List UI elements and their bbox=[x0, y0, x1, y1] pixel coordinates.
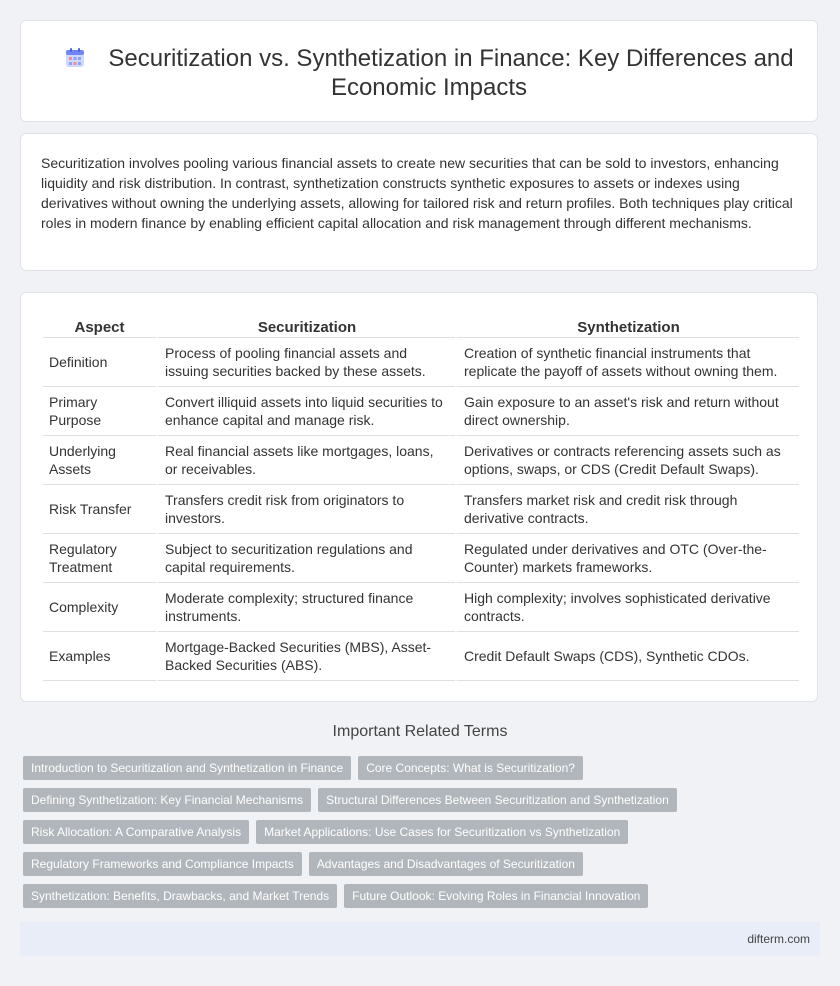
comparison-table bbox=[43, 317, 799, 681]
table-row bbox=[43, 632, 799, 681]
tag-row bbox=[23, 788, 803, 820]
table-cell-aspect: Definition bbox=[43, 338, 156, 387]
calendar-icon bbox=[64, 47, 86, 69]
column-header-securitization: Securitization bbox=[156, 317, 455, 338]
related-term-link[interactable]: Market Applications: Use Cases for Securitization vs Synthetization bbox=[256, 820, 628, 844]
table-row bbox=[43, 583, 799, 632]
related-term-link[interactable]: Synthetization: Benefits, Drawbacks, and Market Trends bbox=[23, 884, 337, 908]
table-cell: Credit Default Swaps (CDS), Synthetic CDOs. bbox=[455, 632, 799, 681]
table-cell: Subject to securitization regulations and capital requirements. bbox=[156, 534, 455, 583]
table-header-row bbox=[43, 317, 799, 338]
related-terms-list bbox=[23, 756, 803, 916]
column-header-aspect: Aspect bbox=[43, 317, 156, 338]
header-card bbox=[20, 20, 818, 122]
table-cell-aspect: Risk Transfer bbox=[43, 485, 156, 534]
table-cell-aspect: Primary Purpose bbox=[43, 387, 156, 436]
comparison-card bbox=[20, 292, 818, 702]
table-cell: Creation of synthetic financial instruments that replicate the payoff of assets without owning them. bbox=[455, 338, 799, 387]
column-header-synthetization: Synthetization bbox=[455, 317, 799, 338]
table-cell-aspect: Examples bbox=[43, 632, 156, 681]
footer bbox=[20, 922, 820, 956]
related-terms-heading: Important Related Terms bbox=[332, 723, 508, 740]
related-term-link[interactable]: Regulatory Frameworks and Compliance Impacts bbox=[23, 852, 302, 876]
intro-card bbox=[20, 133, 818, 271]
related-term-link[interactable]: Advantages and Disadvantages of Securitization bbox=[309, 852, 583, 876]
page-title-wrap bbox=[61, 44, 797, 102]
related-term-link[interactable]: Structural Differences Between Securitization and Synthetization bbox=[318, 788, 677, 812]
tag-row bbox=[23, 756, 803, 788]
table-cell: High complexity; involves sophisticated derivative contracts. bbox=[455, 583, 799, 632]
table-cell: Mortgage-Backed Securities (MBS), Asset-Backed Securities (ABS). bbox=[156, 632, 455, 681]
table-row bbox=[43, 387, 799, 436]
table-row bbox=[43, 338, 799, 387]
related-term-link[interactable]: Risk Allocation: A Comparative Analysis bbox=[23, 820, 249, 844]
table-row bbox=[43, 485, 799, 534]
table-cell: Moderate complexity; structured finance instruments. bbox=[156, 583, 455, 632]
table-cell: Gain exposure to an asset's risk and return without direct ownership. bbox=[455, 387, 799, 436]
table-row bbox=[43, 534, 799, 583]
table-cell: Process of pooling financial assets and issuing securities backed by these assets. bbox=[156, 338, 455, 387]
page-title: Securitization vs. Synthetization in Finance: Key Differences and Economic Impacts bbox=[108, 45, 794, 101]
related-term-link[interactable]: Defining Synthetization: Key Financial Mechanisms bbox=[23, 788, 311, 812]
tag-row bbox=[23, 820, 803, 852]
table-row bbox=[43, 436, 799, 485]
table-cell-aspect: Regulatory Treatment bbox=[43, 534, 156, 583]
tag-row bbox=[23, 852, 803, 884]
related-term-link[interactable]: Future Outlook: Evolving Roles in Financial Innovation bbox=[344, 884, 648, 908]
table-cell: Regulated under derivatives and OTC (Over-the-Counter) markets frameworks. bbox=[455, 534, 799, 583]
table-cell: Transfers credit risk from originators to investors. bbox=[156, 485, 455, 534]
tag-row bbox=[23, 884, 803, 916]
table-cell-aspect: Complexity bbox=[43, 583, 156, 632]
table-cell-aspect: Underlying Assets bbox=[43, 436, 156, 485]
intro-paragraph: Securitization involves pooling various financial assets to create new securities that can be sold to investors, enhancing liquidity and risk distribution. In contrast, synthetization constructs synthetic exposures to assets or indexes using derivatives without owning the underlying assets, allowing for tailored risk and return profiles. Both techniques play critical roles in modern finance by enabling efficient capital allocation and risk management through different mechanisms. bbox=[41, 155, 793, 231]
related-term-link[interactable]: Introduction to Securitization and Synthetization in Finance bbox=[23, 756, 351, 780]
site-name[interactable]: difterm.com bbox=[747, 932, 810, 946]
related-term-link[interactable]: Core Concepts: What is Securitization? bbox=[358, 756, 583, 780]
table-cell: Convert illiquid assets into liquid securities to enhance capital and manage risk. bbox=[156, 387, 455, 436]
table-cell: Derivatives or contracts referencing assets such as options, swaps, or CDS (Credit Default Swaps). bbox=[455, 436, 799, 485]
table-cell: Transfers market risk and credit risk through derivative contracts. bbox=[455, 485, 799, 534]
table-cell: Real financial assets like mortgages, loans, or receivables. bbox=[156, 436, 455, 485]
